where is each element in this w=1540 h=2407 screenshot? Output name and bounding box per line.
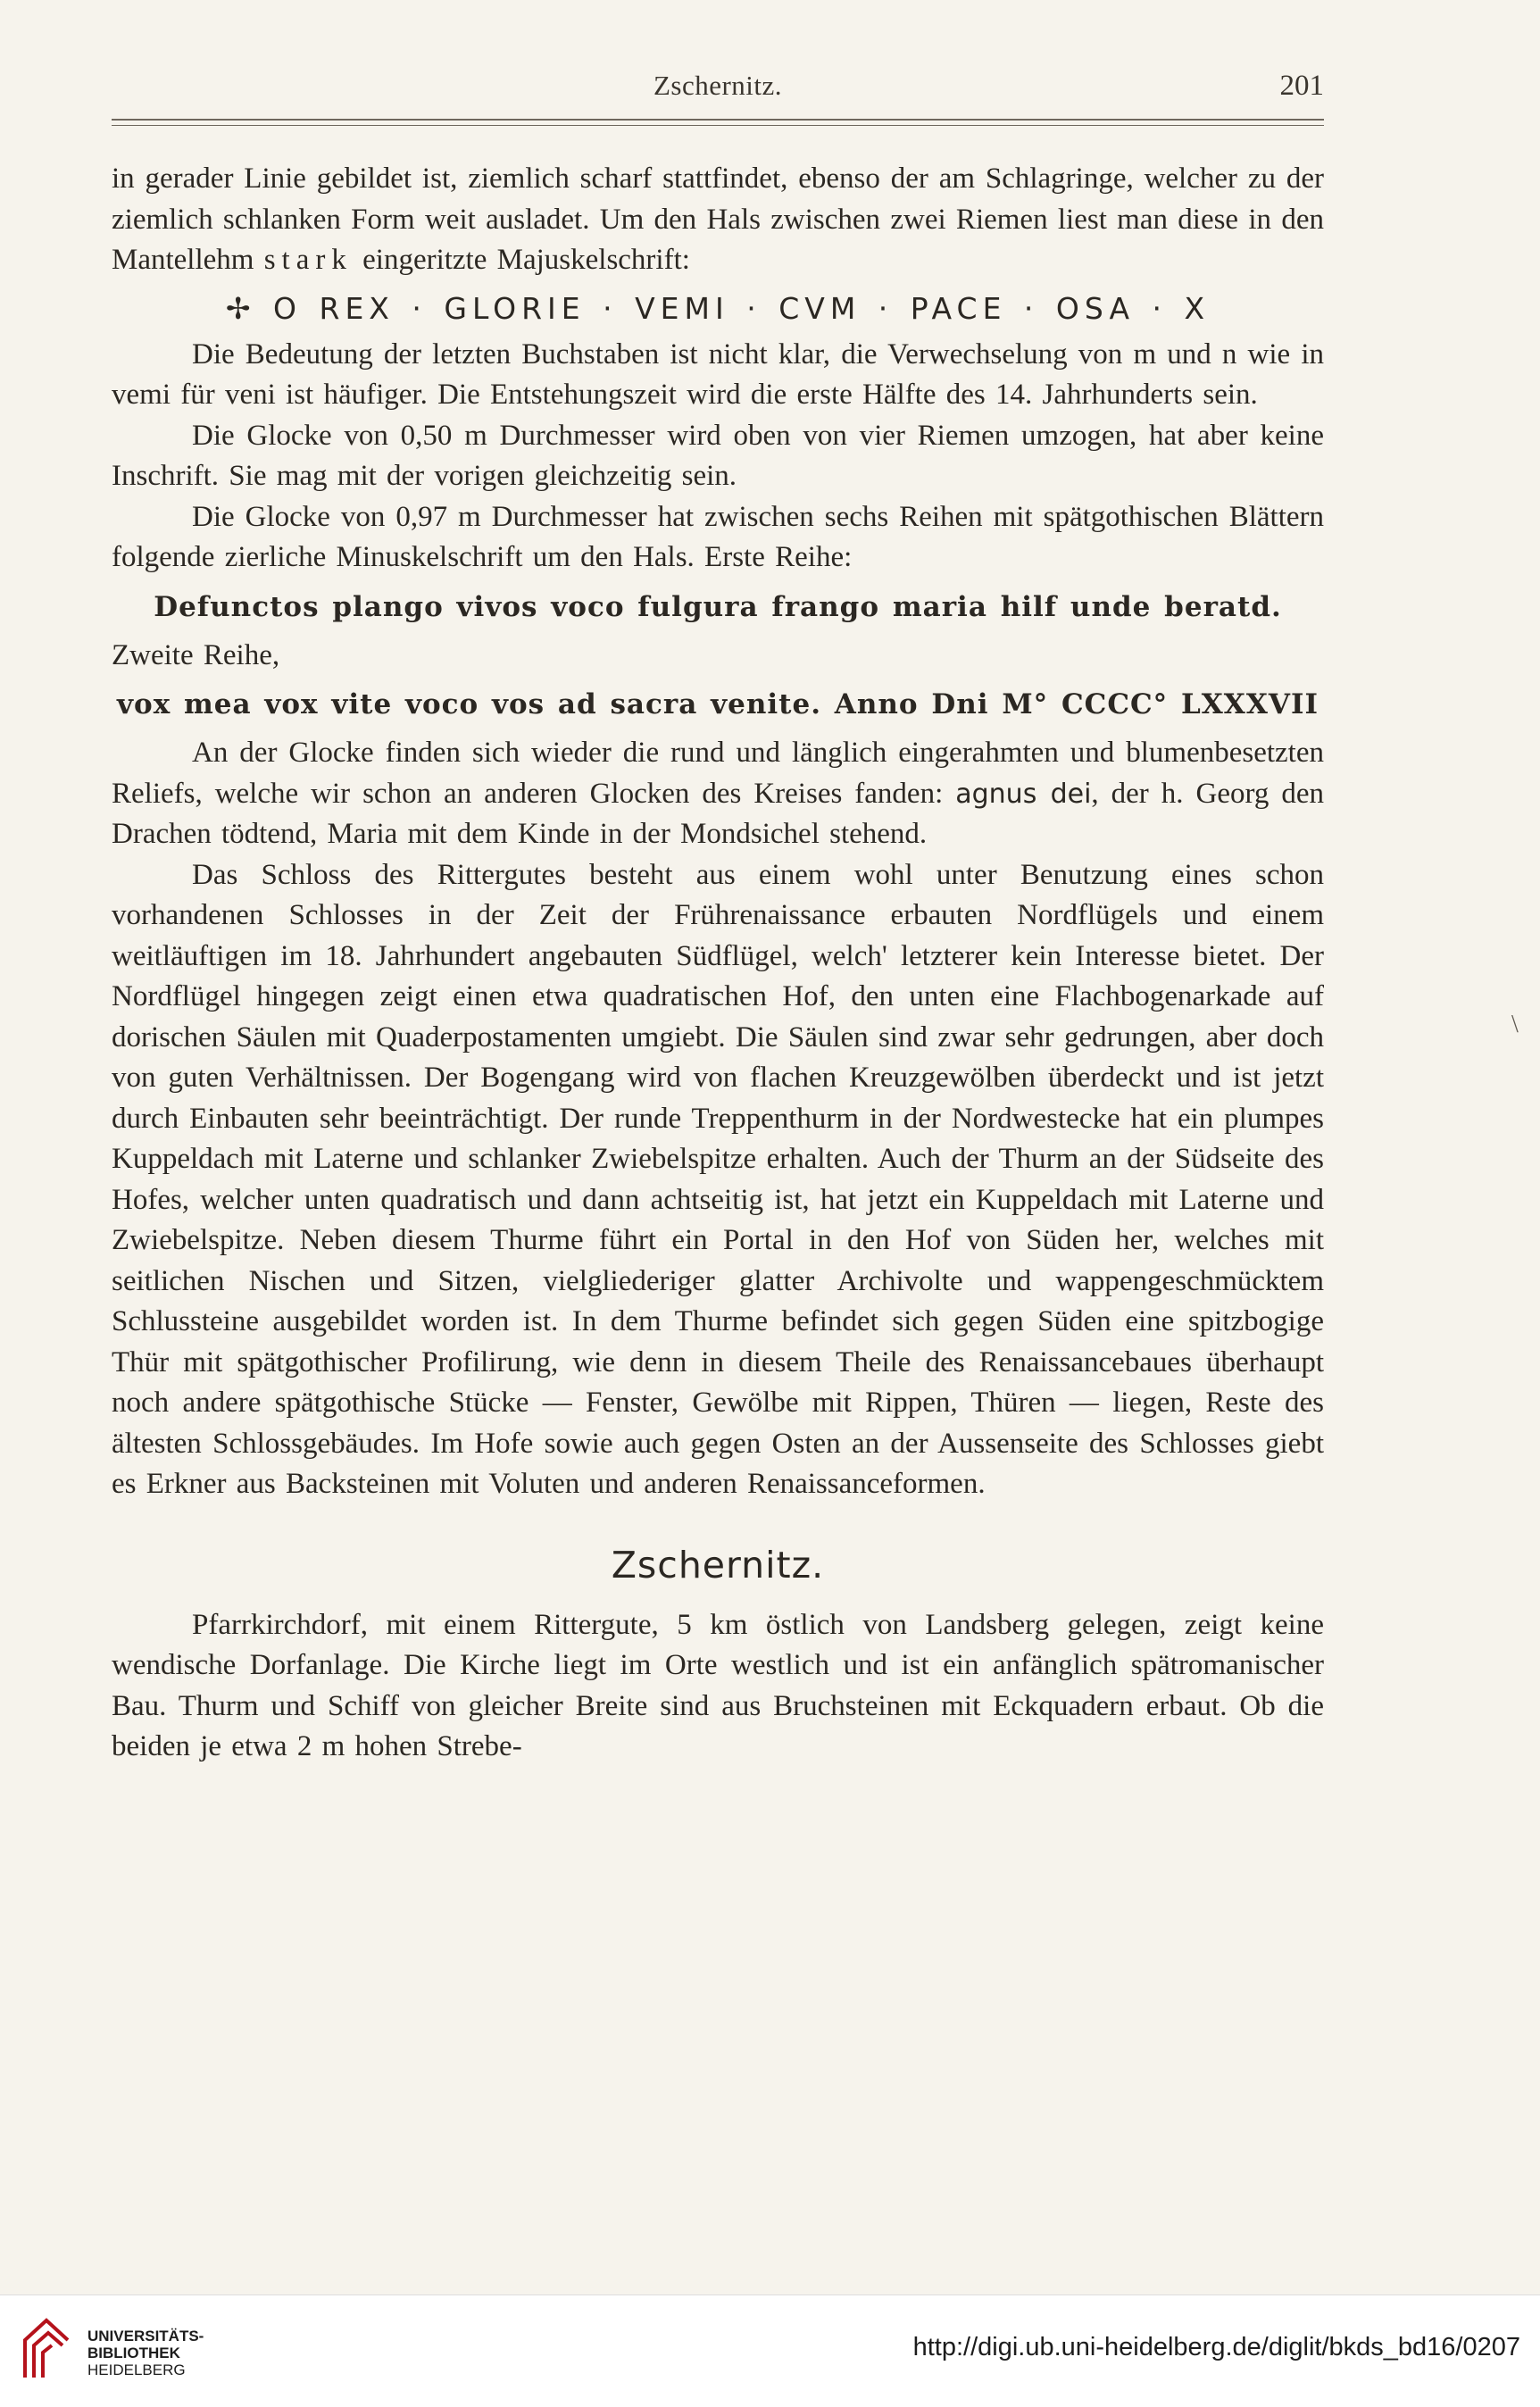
running-title: Zschernitz. xyxy=(653,70,783,101)
paragraph: Zweite Reihe, xyxy=(112,638,280,671)
margin-mark: \ xyxy=(1511,1011,1519,1038)
paragraph: in gerader Linie gebildet ist, ziemlich scharf stattfindet, ebenso der am Schlagringe, welcher zu der ziemlich schlanken Form weit ausladet. Um den Hals zwischen zwei Riemen liest man diese in den Mantellehm stark eingeritzte Majuskelschrift: xyxy=(112,162,1324,276)
header-rule xyxy=(112,119,1324,121)
permalink-url[interactable]: http://digi.ub.uni-heidelberg.de/diglit/bkds_bd16/0207 xyxy=(912,2333,1520,2361)
footer-bar xyxy=(0,2295,1540,2407)
paragraph: An der Glocke finden sich wieder die rund und länglich eingerahmten und blumenbesetzten Reliefs, welche wir schon an anderen Glocken des Kreises fanden: agnus dei, der h. Georg den Drachen tödtend, Maria mit dem Kinde in der Mondsichel stehend. xyxy=(112,737,1324,850)
running-head xyxy=(112,70,1324,114)
paragraph: Pfarrkirchdorf, mit einem Rittergute, 5 km östlich von Landsberg gelegen, zeigt keine wendische Dorfanlage. Die Kirche liegt im Orte westlich und ist ein anfänglich spätromanischer Bau. Thurm und Schiff von gleicher Breite sind aus Bruchsteinen mit Eckquadern erbaut. Ob die beiden je etwa 2 m hohen Strebe- xyxy=(112,1608,1324,1762)
body-text xyxy=(112,159,1324,1768)
paragraph: Das Schloss des Rittergutes besteht aus einem wohl unter Benutzung eines schon vorhandenen Schlosses in der Zeit der Frührenaissance erbauten Nordflügels und einem weitläuftigen im 18. Jahrhundert angebauten Südflügel, welch' letzterer kein Interesse bietet. Der Nordflügel hingegen zeigt einen etwa quadratischen Hof, den unten eine Flachbogenarkade auf dorischen Säulen mit Quaderpostamenten umgiebt. Die Säulen sind zwar sehr gedrungen, aber doch von guten Verhältnissen. Der Bogengang wird von flachen Kreuzgewölben überdeckt und ist jetzt durch Einbauten sehr beeinträchtigt. Der runde Treppenthurm in der Nordwestecke hat ein plumpes Kuppeldach mit Laterne und schlanker Zwiebelspitze erhalten. Auch der Thurm an der Südseite des Hofes, welcher unten quadratisch und dann achtseitig ist, hat jetzt ein Kuppeldach mit Laterne und Zwiebelspitze. Neben diesem Thurme führt ein Portal in den Hof von Süden her, welches mit seitlichen Nischen und Sitzen, vielgliederiger glatter Archivolte und wappengeschmücktem Schlussteine ausgebildet worden ist. In dem Thurme befindet sich gegen Süden eine spitzbogige Thür mit spätgothischer Profilirung, wie denn in diesem Theile des Renaissancebaues überhaupt noch andere spätgothische Stücke — Fenster, Gewölbe mit Rippen, Thüren — liegen, Reste des ältesten Schlossgebäudes. Im Hofe sowie auch gegen Osten an der Aussenseite des Schlosses giebt es Erkner aus Backsteinen mit Voluten und anderen Renaissanceformen. xyxy=(112,858,1324,1500)
page-number: 201 xyxy=(1279,70,1324,102)
majuscule-inscription: ✢ O REX · GLORIE · VEMI · CVM · PACE · OSA · X xyxy=(225,290,1211,326)
library-logo-icon xyxy=(20,2313,73,2383)
library-name: UNIVERSITÄTS- BIBLIOTHEK HEIDELBERG xyxy=(87,2328,204,2378)
paragraph: Die Glocke von 0,50 m Durchmesser wird oben von vier Riemen umzogen, hat aber keine Inschrift. Sie mag mit der vorigen gleichzeitig sein. xyxy=(112,419,1324,492)
paragraph: Die Glocke von 0,97 m Durchmesser hat zwischen sechs Reihen mit spätgothischen Blättern folgende zierliche Minuskelschrift um den Hals. Erste Reihe: xyxy=(112,500,1324,573)
header-rule-thin xyxy=(112,125,1324,126)
paragraph: Die Bedeutung der letzten Buchstaben ist nicht klar, die Verwechselung von m und n wie in vemi für veni ist häufiger. Die Entstehungszeit wird die erste Hälfte des 14. Jahrhunderts sein. xyxy=(112,337,1324,411)
minuscule-inscription-row-2: vox mea vox vite voco vos ad sacra venite. Anno Dni M° CCCC° LXXXVII xyxy=(117,688,1319,720)
agnus-dei: agnus dei xyxy=(955,778,1092,810)
spaced-word: stark xyxy=(263,244,353,276)
section-heading: Zschernitz. xyxy=(611,1543,825,1587)
minuscule-inscription-row-1: Defunctos plango vivos voco fulgura frango maria hilf unde beratd. xyxy=(154,590,1282,623)
